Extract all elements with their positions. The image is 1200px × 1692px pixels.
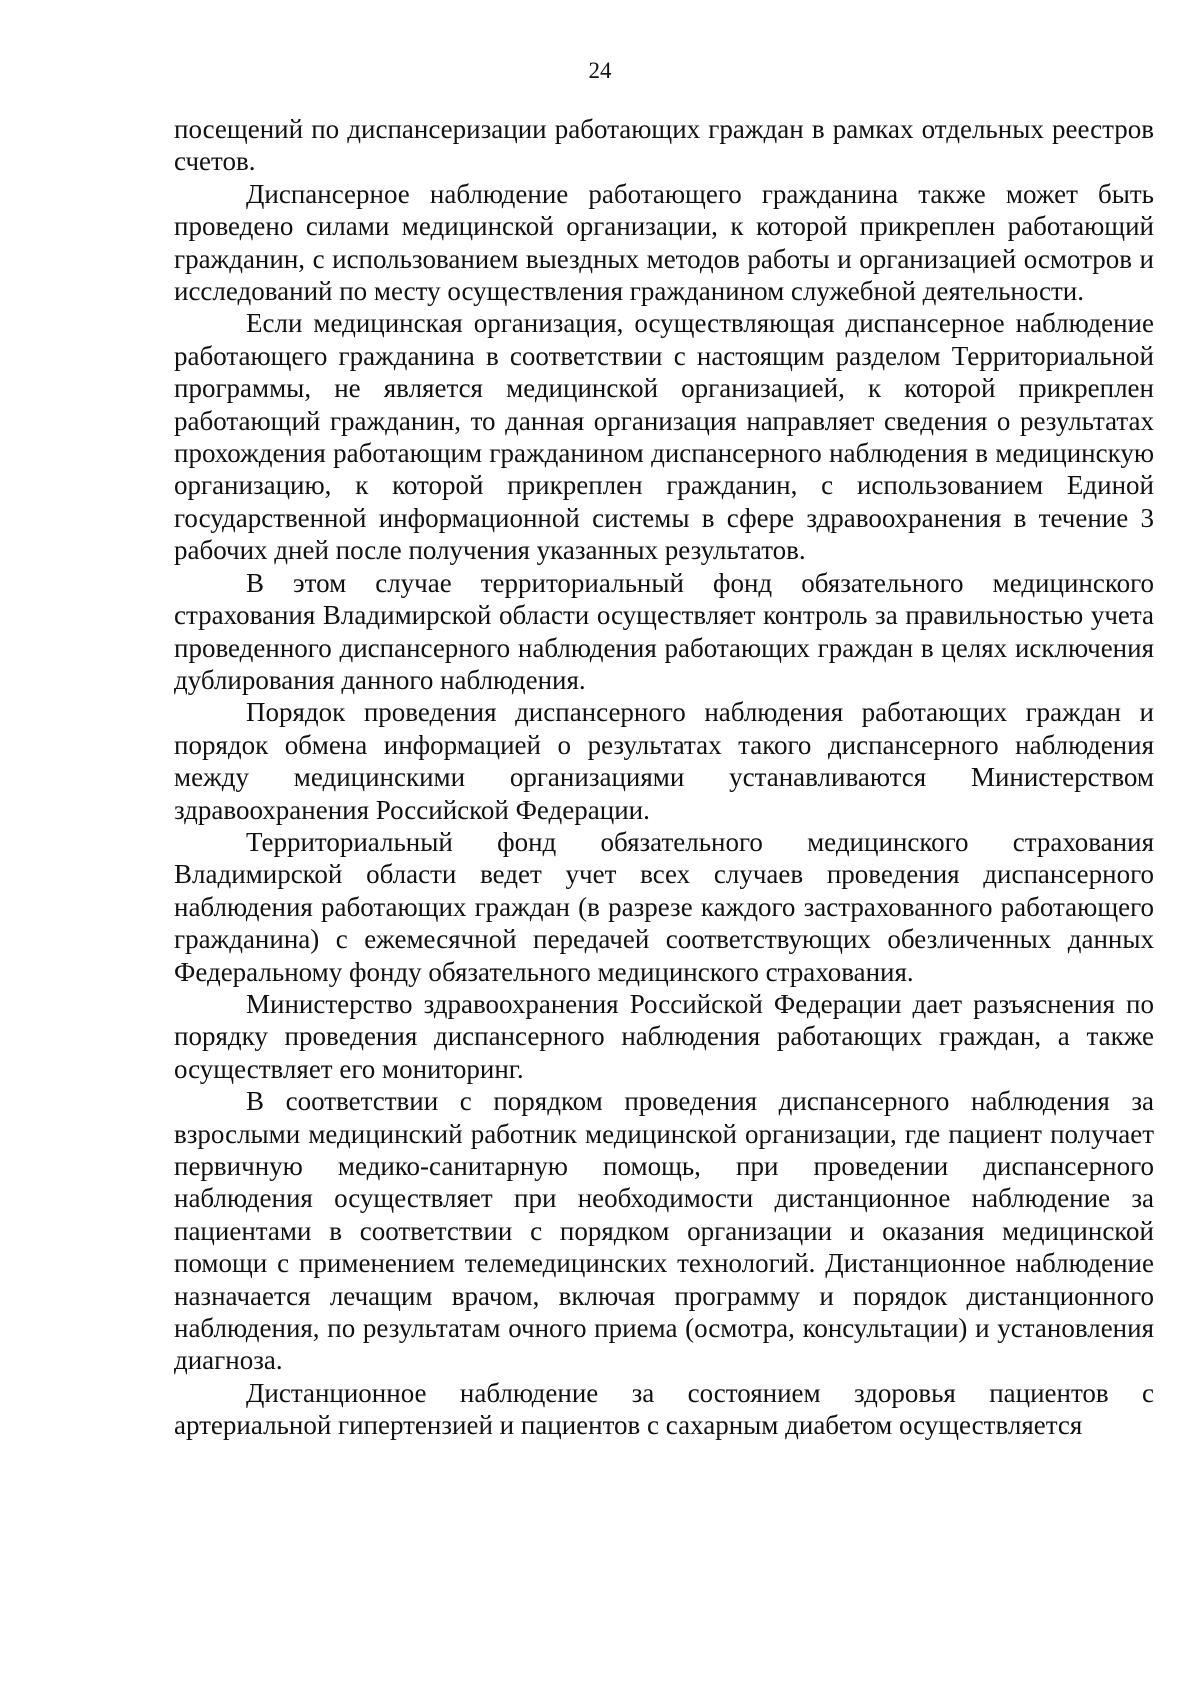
paragraph-results-transfer: Если медицинская организация, осуществляющая диспансерное наблюдение работающего гражданина в соответствии с настоящим разделом Территориальной программы, не является медицинской организацией, к которой прикреплен работающий гражданин, то данная организация направляет сведения о результатах прохождения работающим гражданином диспансерного наблюдения в медицинскую организацию, к которой прикреплен гражданин, с использованием Единой государственной информационной системы в сфере здравоохранения в течение 3 рабочих дней после получения указанных результатов.	[174, 308, 1154, 566]
paragraph-ministry-monitoring: Министерство здравоохранения Российской Федерации дает разъяснения по порядку проведения диспансерного наблюдения работающих граждан, а также осуществляет его мониторинг.	[174, 988, 1154, 1084]
paragraph-procedure: Порядок проведения диспансерного наблюдения работающих граждан и порядок обмена информацией о результатах такого диспансерного наблюдения между медицинскими организациями устанавливаются Министерством здравоохранения Российской Федерации.	[174, 697, 1154, 825]
paragraph-remote-hypertension-diabetes: Дистанционное наблюдение за состоянием здоровья пациентов с артериальной гипертензией и пациентов с сахарным диабетом осуществляется	[174, 1377, 1154, 1441]
paragraph-fund-control: В этом случае территориальный фонд обязательного медицинского страхования Владимирской области осуществляет контроль за правильностью учета проведенного диспансерного наблюдения работающих граждан в целях исключения дублирования данного наблюдения.	[174, 567, 1154, 695]
paragraph-fund-accounting: Территориальный фонд обязательного медицинского страхования Владимирской области ведет учет всех случаев проведения диспансерного наблюдения работающих граждан (в разрезе каждого застрахованного работающего гражданина) с ежемесячной передачей соответствующих обезличенных данных Федеральному фонду обязательного медицинского страхования.	[174, 826, 1154, 987]
document-body	[174, 113, 1154, 1442]
page-number: 24	[588, 58, 612, 83]
paragraph-continuation: посещений по диспансеризации работающих граждан в рамках отдельных реестров счетов.	[174, 114, 1154, 177]
paragraph-remote-observation: В соответствии с порядком проведения диспансерного наблюдения за взрослыми медицинский работник медицинской организации, где пациент получает первичную медико-санитарную помощь, при проведении диспансерного наблюдения осуществляет при необходимости дистанционное наблюдение за пациентами в соответствии с порядком организации и оказания медицинской помощи с применением телемедицинских технологий. Дистанционное наблюдение назначается лечащим врачом, включая программу и порядок дистанционного наблюдения, по результатам очного приема (осмотра, консультации) и установления диагноза.	[174, 1086, 1154, 1376]
paragraph-outreach-methods: Диспансерное наблюдение работающего гражданина также может быть проведено силами медицинской организации, к которой прикреплен работающий гражданин, с использованием выездных методов работы и организацией осмотров и исследований по месту осуществления гражданином служебной деятельности.	[174, 178, 1154, 307]
